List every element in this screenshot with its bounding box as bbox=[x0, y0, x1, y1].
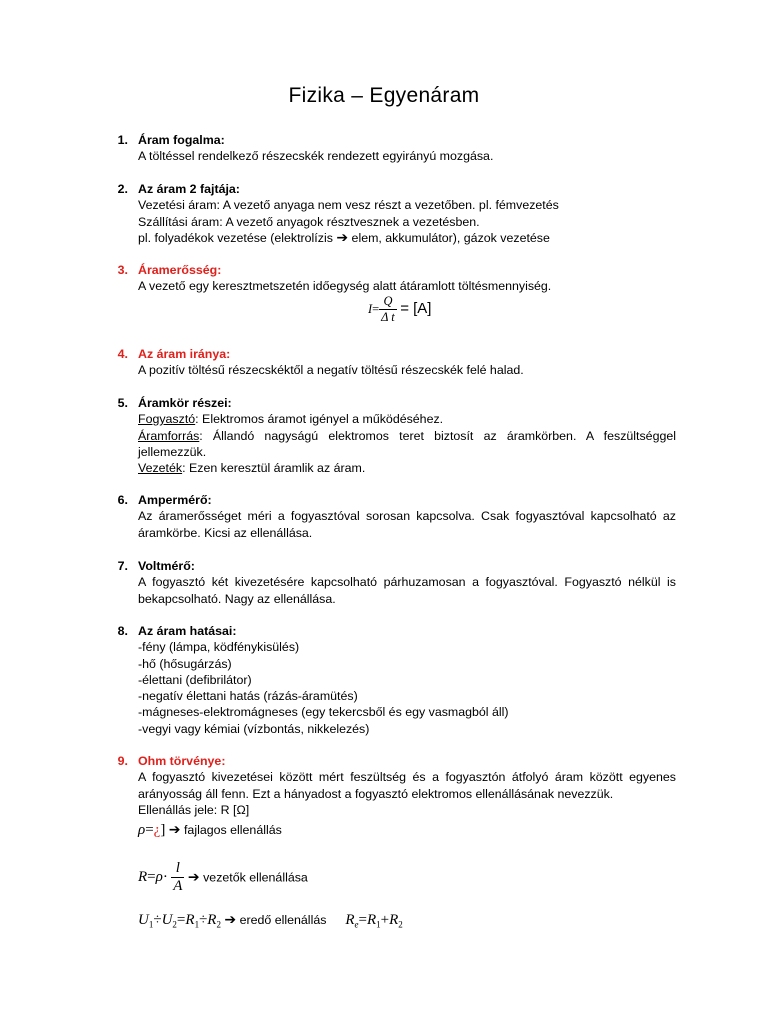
section-heading: Ampermérő: bbox=[138, 493, 212, 507]
list-item: -mágneses-elektromágneses (egy tekercsből és egy vasmagból áll) bbox=[138, 705, 509, 720]
definition: : Ezen keresztül áramlik az áram. bbox=[182, 461, 366, 476]
term: Áramforrás bbox=[138, 428, 200, 443]
list-item: -hő (hősugárzás) bbox=[138, 656, 232, 671]
formula-operator: = bbox=[145, 822, 154, 838]
formula-fraction bbox=[171, 860, 184, 895]
section-number: 8. bbox=[117, 624, 128, 638]
section-aramkor-reszei bbox=[110, 395, 676, 476]
section-aram-fajtaja bbox=[110, 181, 676, 246]
section-number: 2. bbox=[117, 182, 128, 196]
formula-operator: + bbox=[380, 912, 390, 928]
definition: : Elektromos áramot igényel a működéséhez. bbox=[195, 412, 444, 427]
section-line bbox=[138, 230, 676, 246]
formula-subscript: 2 bbox=[398, 919, 403, 930]
section-line bbox=[138, 411, 676, 427]
formula-fraction bbox=[379, 294, 397, 325]
formula-symbol: U bbox=[161, 912, 173, 928]
fraction-denominator: A bbox=[173, 878, 183, 894]
formula-error-mark: ¿ bbox=[153, 822, 161, 838]
formula-symbol: R bbox=[185, 912, 195, 928]
fraction-denominator: Δ t bbox=[381, 310, 395, 324]
section-line: A fogyasztó két kivezetésére kapcsolható párhuzamosan a fogyasztóval. Fogyasztó nélkül is bekapcsolható. Nagy az ellenállása. bbox=[138, 575, 676, 606]
section-heading: Áramkör részei: bbox=[138, 396, 232, 410]
formula-symbol: R bbox=[366, 912, 377, 928]
formula-bracket: ] bbox=[160, 822, 166, 838]
formula-symbol: R bbox=[138, 869, 148, 885]
formula-subscript: 1 bbox=[148, 919, 154, 930]
section-ampermero bbox=[110, 492, 676, 541]
formula-symbol: U bbox=[138, 912, 149, 928]
fraction-numerator: l bbox=[171, 860, 184, 878]
formula-symbol: ρ bbox=[138, 822, 146, 838]
arrow-right-icon: ➔ bbox=[336, 229, 349, 246]
section-line: Ellenállás jele: R [Ω] bbox=[138, 802, 250, 817]
list-item: -élettani (defibrilátor) bbox=[138, 672, 252, 687]
section-line bbox=[138, 460, 676, 476]
section-heading: Áramerősség: bbox=[138, 263, 222, 277]
formula-symbol: R bbox=[389, 912, 399, 928]
section-number: 6. bbox=[117, 493, 128, 507]
section-heading: Ohm törvénye: bbox=[138, 754, 226, 768]
section-line: Vezetési áram: A vezető anyaga nem vesz részt a vezetőben. pl. fémvezetés bbox=[138, 198, 559, 213]
line-part: pl. folyadékok vezetése (elektrolízis bbox=[138, 230, 333, 245]
term: Fogyasztó bbox=[138, 412, 196, 427]
section-line: A pozitív töltésű részecskéktől a negatív töltésű részecskék felé halad. bbox=[138, 363, 524, 378]
arrow-right-icon: ➔ bbox=[224, 912, 237, 928]
page-title: Fizika – Egyenáram bbox=[288, 84, 480, 107]
formula-operator: = bbox=[147, 869, 156, 885]
formula-rho bbox=[138, 822, 282, 839]
formula-operator: = bbox=[358, 912, 367, 928]
section-heading: Az áram hatásai: bbox=[138, 624, 237, 638]
fraction-numerator: Q bbox=[379, 294, 397, 310]
section-number: 9. bbox=[117, 754, 128, 768]
formula-operator: ÷ bbox=[199, 912, 208, 928]
formula-label: vezetők ellenállása bbox=[203, 870, 308, 885]
section-heading: Áram fogalma: bbox=[138, 133, 225, 147]
formula-subscript: 2 bbox=[216, 919, 221, 930]
term: Vezeték bbox=[138, 461, 183, 476]
section-aram-iranya bbox=[110, 346, 676, 379]
section-line: Az áramerősséget méri a fogyasztóval sorosan kapcsolva. Csak fogyasztóval kapcsolható az áramkörbe. Kicsi az ellenállása. bbox=[138, 509, 676, 540]
formula-operator: · bbox=[162, 869, 168, 885]
section-line: A töltéssel rendelkező részecskék rendezett egyirányú mozgása. bbox=[138, 149, 494, 164]
section-ohm-torvenye bbox=[110, 753, 676, 818]
section-number: 1. bbox=[117, 133, 128, 147]
line-part: elem, akkumulátor), gázok vezetése bbox=[351, 230, 550, 245]
formula-operator: = bbox=[176, 912, 186, 928]
formula-symbol: R bbox=[207, 912, 217, 928]
formula-resistance bbox=[138, 860, 308, 895]
formula-unit: = [A] bbox=[400, 299, 432, 317]
arrow-right-icon: ➔ bbox=[168, 822, 181, 838]
formula-symbol: I bbox=[368, 301, 373, 316]
formula-subscript: 2 bbox=[172, 919, 177, 930]
definition: : Állandó nagyságú elektromos teret biztosít az áramkörben. A feszültséggel jellemezzük. bbox=[138, 428, 676, 459]
section-voltmero bbox=[110, 558, 676, 607]
section-heading: Az áram 2 fajtája: bbox=[138, 182, 240, 196]
section-line: A fogyasztó kivezetései között mért feszültség és a fogyasztón átfolyó áram között egyenes arányosság áll fenn. Ezt a hányadost a fogyasztó elektromos ellenállásának nevezzük. bbox=[138, 770, 676, 801]
formula-subscript: 1 bbox=[376, 919, 381, 930]
formula-symbol: ρ bbox=[155, 869, 163, 885]
formula-subscript: 1 bbox=[194, 919, 200, 930]
formula-symbol: R bbox=[345, 912, 355, 928]
section-line bbox=[138, 428, 676, 461]
section-number: 4. bbox=[117, 347, 128, 361]
formula-subscript: e bbox=[354, 919, 359, 930]
section-number: 7. bbox=[117, 559, 128, 573]
formula-label: fajlagos ellenállás bbox=[183, 823, 282, 837]
section-line: A vezető egy keresztmetszetén időegység alatt átáramlott töltésmennyiség. bbox=[138, 279, 552, 294]
section-aramerosseg bbox=[110, 262, 676, 295]
formula-series bbox=[138, 912, 403, 929]
section-number: 5. bbox=[117, 396, 128, 410]
section-heading: Voltmérő: bbox=[138, 559, 195, 573]
list-item: -negatív élettani hatás (rázás-áramütés) bbox=[138, 689, 358, 704]
section-aram-fogalma bbox=[110, 132, 676, 165]
formula-current bbox=[368, 294, 431, 325]
formula-operator: = bbox=[372, 301, 380, 316]
formula-label: eredő ellenállás bbox=[239, 913, 327, 927]
section-line: Szállítási áram: A vezető anyagok résztvesznek a vezetésben. bbox=[138, 214, 480, 229]
list-item: -fény (lámpa, ködfénykisülés) bbox=[138, 640, 300, 655]
formula-operator: ÷ bbox=[153, 912, 162, 928]
section-aram-hatasai bbox=[110, 623, 676, 737]
arrow-right-icon: ➔ bbox=[187, 869, 200, 886]
list-item: -vegyi vagy kémiai (vízbontás, nikkelezés) bbox=[138, 721, 370, 736]
section-number: 3. bbox=[117, 263, 128, 277]
section-heading: Az áram iránya: bbox=[138, 347, 231, 361]
